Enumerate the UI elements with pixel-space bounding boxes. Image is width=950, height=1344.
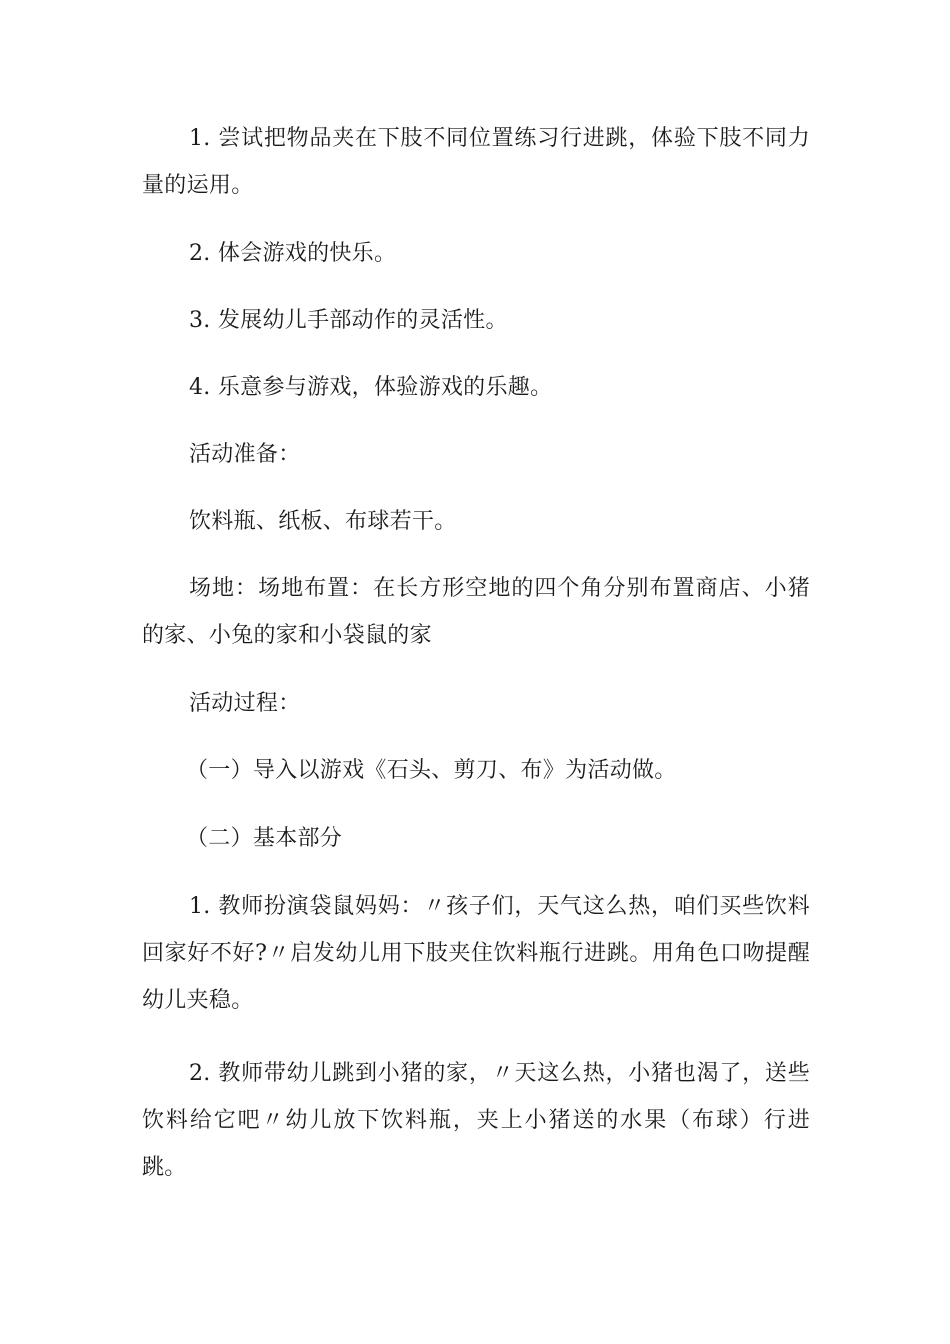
paragraph-venue: 场地：场地布置：在长方形空地的四个角分别布置商店、小猪的家、小兔的家和小袋鼠的家	[142, 576, 810, 648]
paragraph-goal-2: 2. 体会游戏的快乐。	[189, 241, 397, 266]
heading-basic-part: （二）基本部分	[186, 826, 343, 851]
paragraph-goal-1: 1. 尝试把物品夹在下肢不同位置练习行进跳，体验下肢不同力量的运用。	[142, 126, 810, 198]
paragraph-goal-4: 4. 乐意参与游戏，体验游戏的乐趣。	[189, 375, 553, 400]
paragraph-step-1: 1. 教师扮演袋鼠妈妈：〃孩子们，天气这么热，咱们买些饮料回家好不好?〃启发幼儿用下肢夹住饮料瓶行进跳。用角色口吻提醒幼儿夹稳。	[142, 894, 810, 1013]
heading-preparation: 活动准备：	[189, 442, 301, 467]
paragraph-goal-3: 3. 发展幼儿手部动作的灵活性。	[189, 308, 508, 333]
paragraph-step-2: 2. 教师带幼儿跳到小猪的家，〃天这么热，小猪也渴了，送些饮料给它吧〃幼儿放下饮料瓶，夹上小猪送的水果（布球）行进跳。	[142, 1061, 810, 1180]
paragraph-intro: （一）导入以游戏《石头、剪刀、布》为活动做。	[186, 758, 677, 783]
heading-process: 活动过程：	[189, 691, 301, 716]
paragraph-materials: 饮料瓶、纸板、布球若干。	[189, 509, 457, 534]
